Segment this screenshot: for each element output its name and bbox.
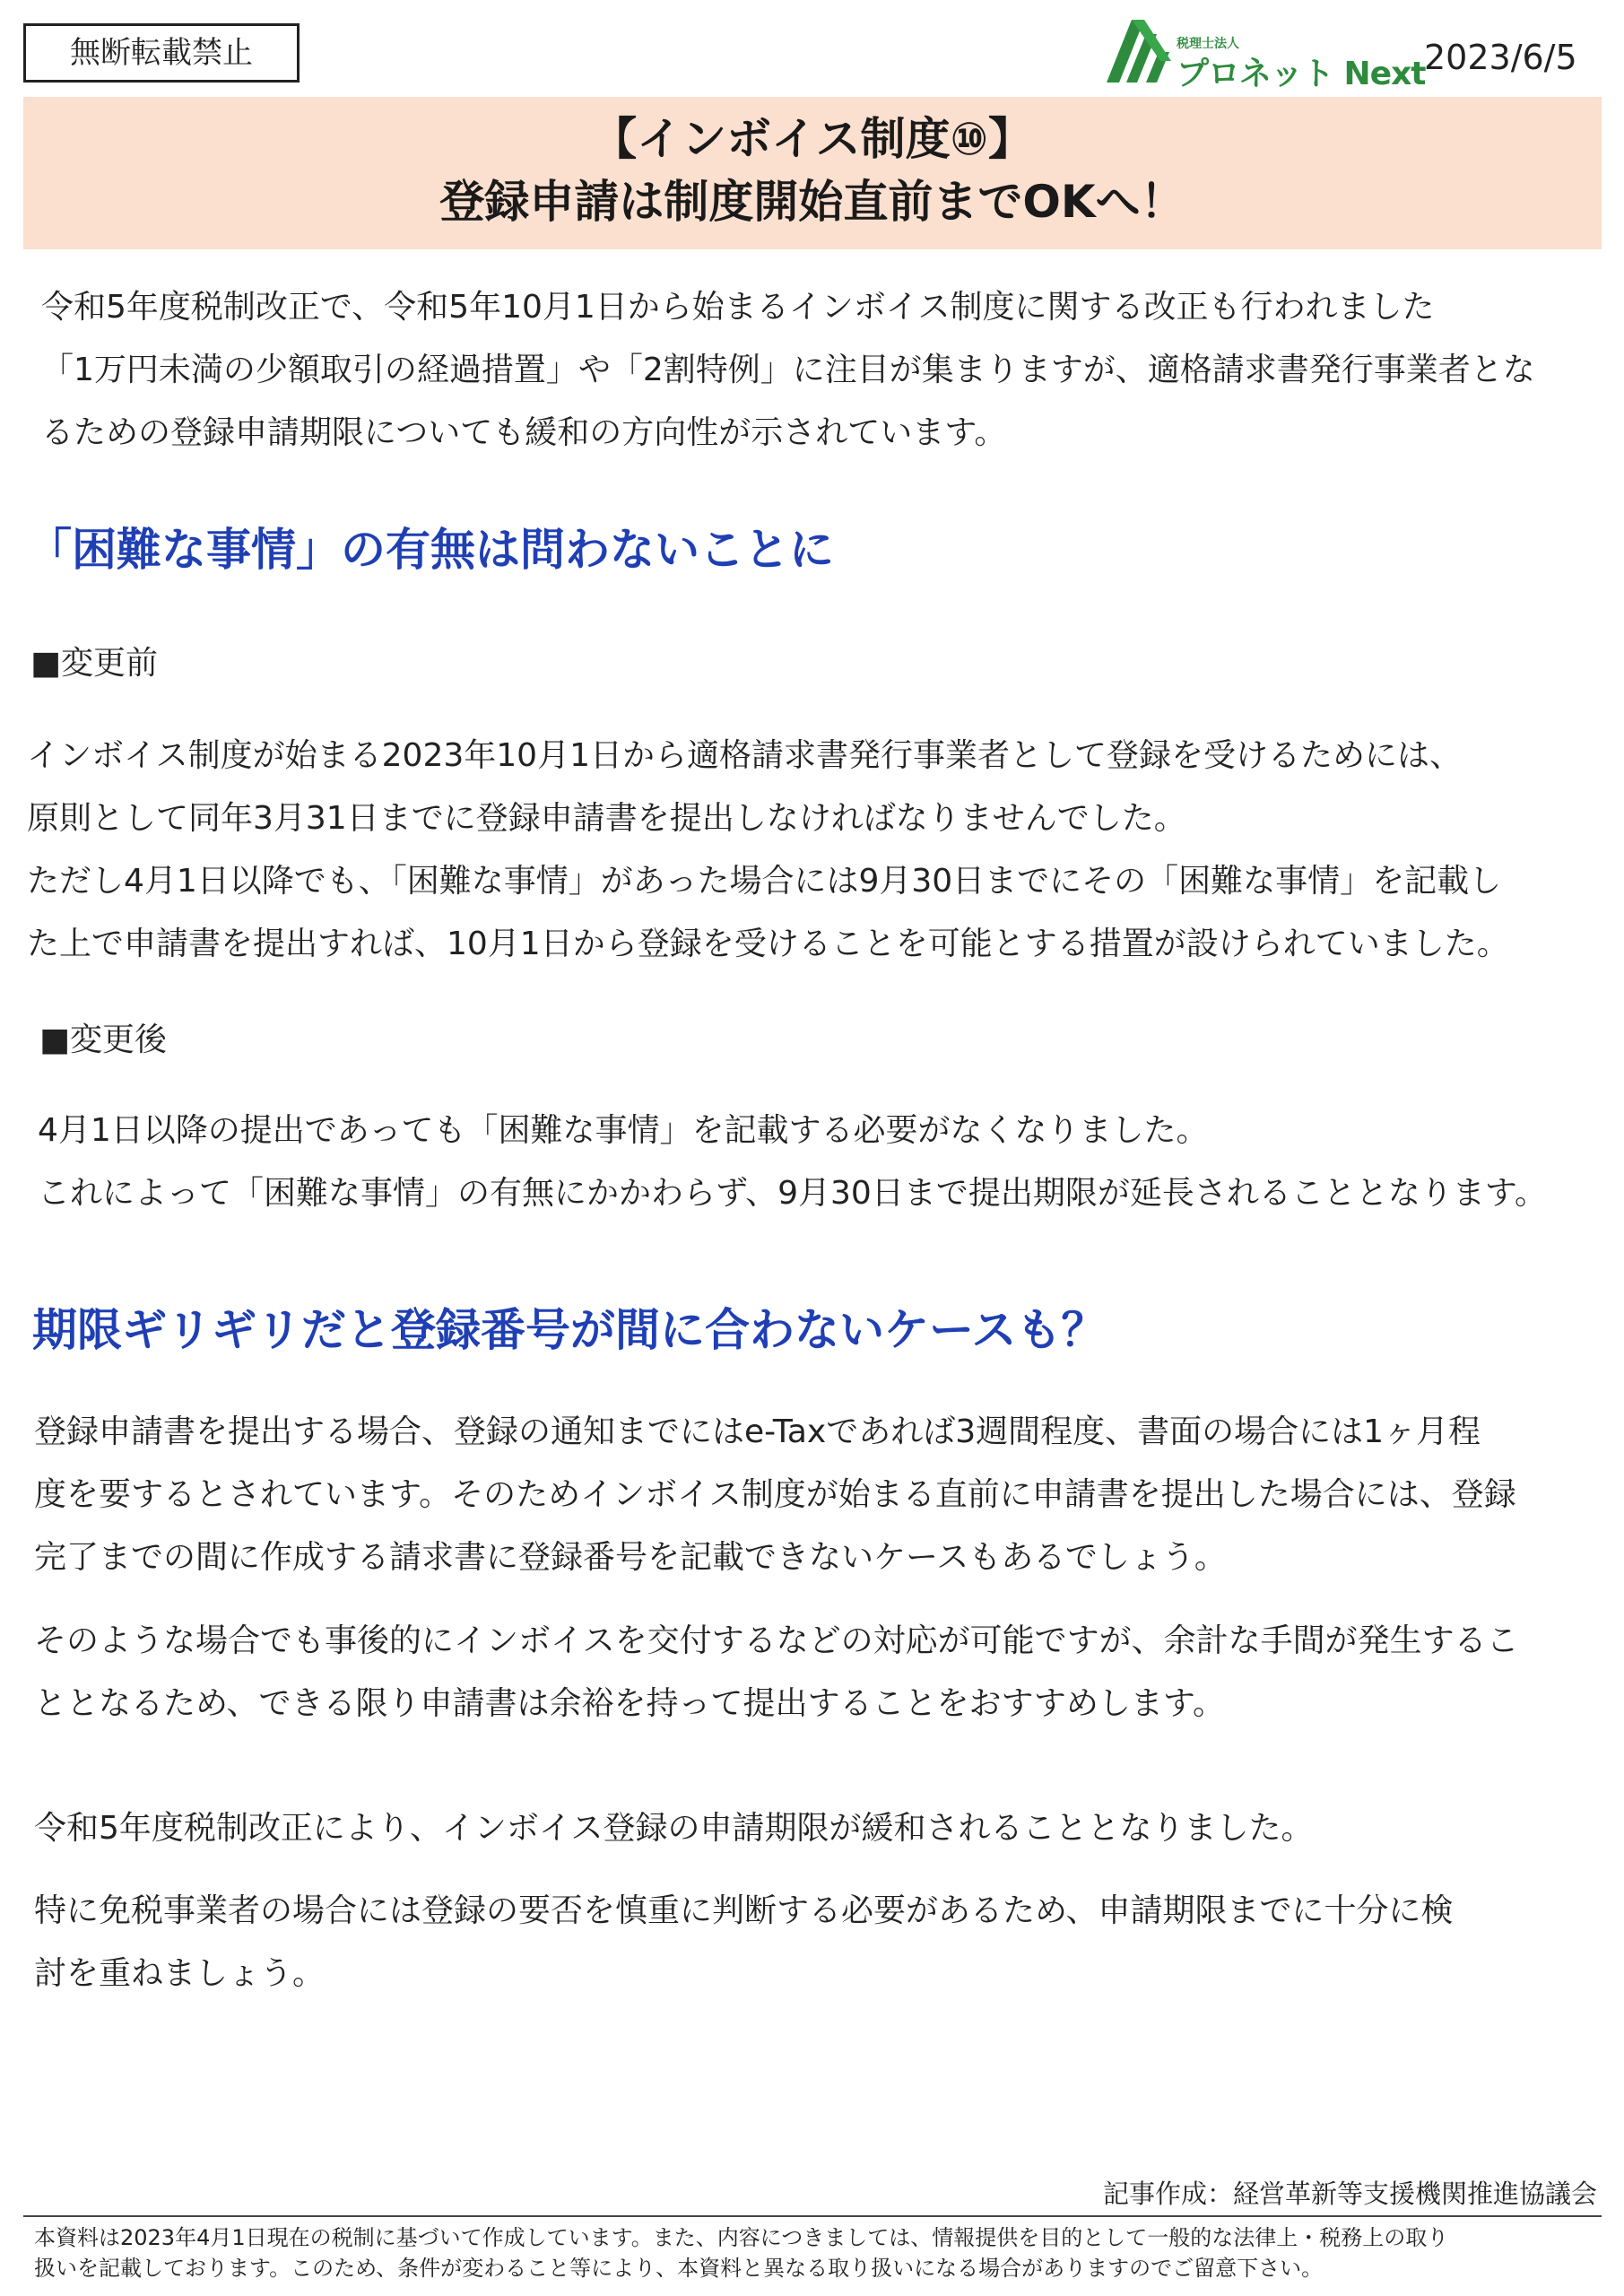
- text-line: 完了までの間に作成する請求書に登録番号を記載できないケースもあるでしょう。: [34, 1539, 1227, 1576]
- article-author: 記事作成：経営革新等支援機関推進協議会: [1102, 2179, 1597, 2209]
- disclaimer-line: 扱いを記載しております。このため、条件が変わること等により、本資料と異なる取り扱いになる場合がありますのでご留意下さい。: [34, 2256, 1324, 2281]
- closing-paragraph: [34, 1880, 1454, 2005]
- text-line: 令和5年度税制改正により、インボイス登録の申請期限が緩和されることとなりました。: [34, 1810, 1314, 1847]
- text-line: 登録申請書を提出する場合、登録の通知までにはe-Taxであれば3週間程度、書面の場合には1ヶ月程: [34, 1413, 1481, 1450]
- no-reproduction-notice: 無断転載禁止: [23, 23, 300, 83]
- after-change-paragraph: [38, 1100, 1547, 1225]
- after-change-label: ■変更後: [39, 1022, 168, 1058]
- text-line: ととなるため、できる限り申請書は余裕を持って提出することをおすすめします。: [34, 1685, 1226, 1722]
- text-line: た上で申請書を提出すれば、10月1日から登録を受けることを可能とする措置が設けられていました。: [27, 926, 1509, 962]
- title-banner: [23, 97, 1602, 249]
- text-line: 討を重ねましょう。: [34, 1955, 326, 1992]
- text-line: そのような場合でも事後的にインボイスを交付するなどの対応が可能ですが、余計な手間が発生するこ: [34, 1622, 1519, 1659]
- footer-disclaimer: [34, 2222, 1448, 2283]
- text-line: 原則として同年3月31日までに登録申請書を提出しなければなりませんでした。: [27, 800, 1186, 837]
- logo-name: プロネット Next: [1177, 56, 1426, 92]
- disclaimer-line: 本資料は2023年4月1日現在の税制に基づいて作成しています。また、内容につきましては、情報提供を目的として一般的な法律上・税務上の取り: [34, 2225, 1449, 2250]
- page-title: 登録申請は制度開始直前までOKへ！: [439, 176, 1185, 228]
- recommendation-paragraph: [34, 1610, 1519, 1735]
- company-logo: [1099, 14, 1426, 92]
- text-line: インボイス制度が始まる2023年10月1日から適格請求書発行事業者として登録を受けるためには、: [27, 737, 1462, 774]
- before-change-label: ■変更前: [30, 645, 159, 682]
- intro-paragraph: [41, 276, 1535, 465]
- text-line: 度を要するとされています。そのためインボイス制度が始まる直前に申請書を提出した場合には、登録: [34, 1476, 1516, 1513]
- title-series: 【インボイス制度⑩】: [592, 113, 1033, 165]
- text-line: 令和5年度税制改正で、令和5年10月1日から始まるインボイス制度に関する改正も行われました: [41, 289, 1435, 326]
- text-line: これによって「困難な事情」の有無にかかわらず、9月30日まで提出期限が延長されることとなります。: [38, 1175, 1547, 1212]
- footer-divider: [23, 2215, 1602, 2217]
- publish-date: 2023/6/5: [1424, 38, 1577, 77]
- text-line: ただし4月1日以降でも、「困難な事情」があった場合には9月30日までにその「困難な事情」を記載し: [27, 863, 1502, 900]
- summary-paragraph: [34, 1797, 1314, 1860]
- text-line: 「1万円未満の少額取引の経過措置」や「2割特例」に注目が集まりますが、適格請求書発行事業者とな: [41, 352, 1535, 388]
- section-heading-deadline-risk: 期限ギリギリだと登録番号が間に合わないケースも？: [32, 1304, 1107, 1356]
- text-line: るための登録申請期限についても緩和の方向性が示されています。: [41, 414, 1007, 451]
- text-line: 4月1日以降の提出であっても「困難な事情」を記載する必要がなくなりました。: [38, 1112, 1209, 1149]
- before-change-paragraph: [27, 725, 1509, 976]
- section-heading-difficult-circumstances: 「困難な事情」の有無は問わないことに: [27, 524, 834, 576]
- logo-mark-icon: [1099, 14, 1173, 84]
- logo-subtitle: 税理士法人: [1177, 37, 1239, 51]
- registration-timing-paragraph: [34, 1401, 1516, 1589]
- text-line: 特に免税事業者の場合には登録の要否を慎重に判断する必要があるため、申請期限までに十分に検: [34, 1892, 1454, 1929]
